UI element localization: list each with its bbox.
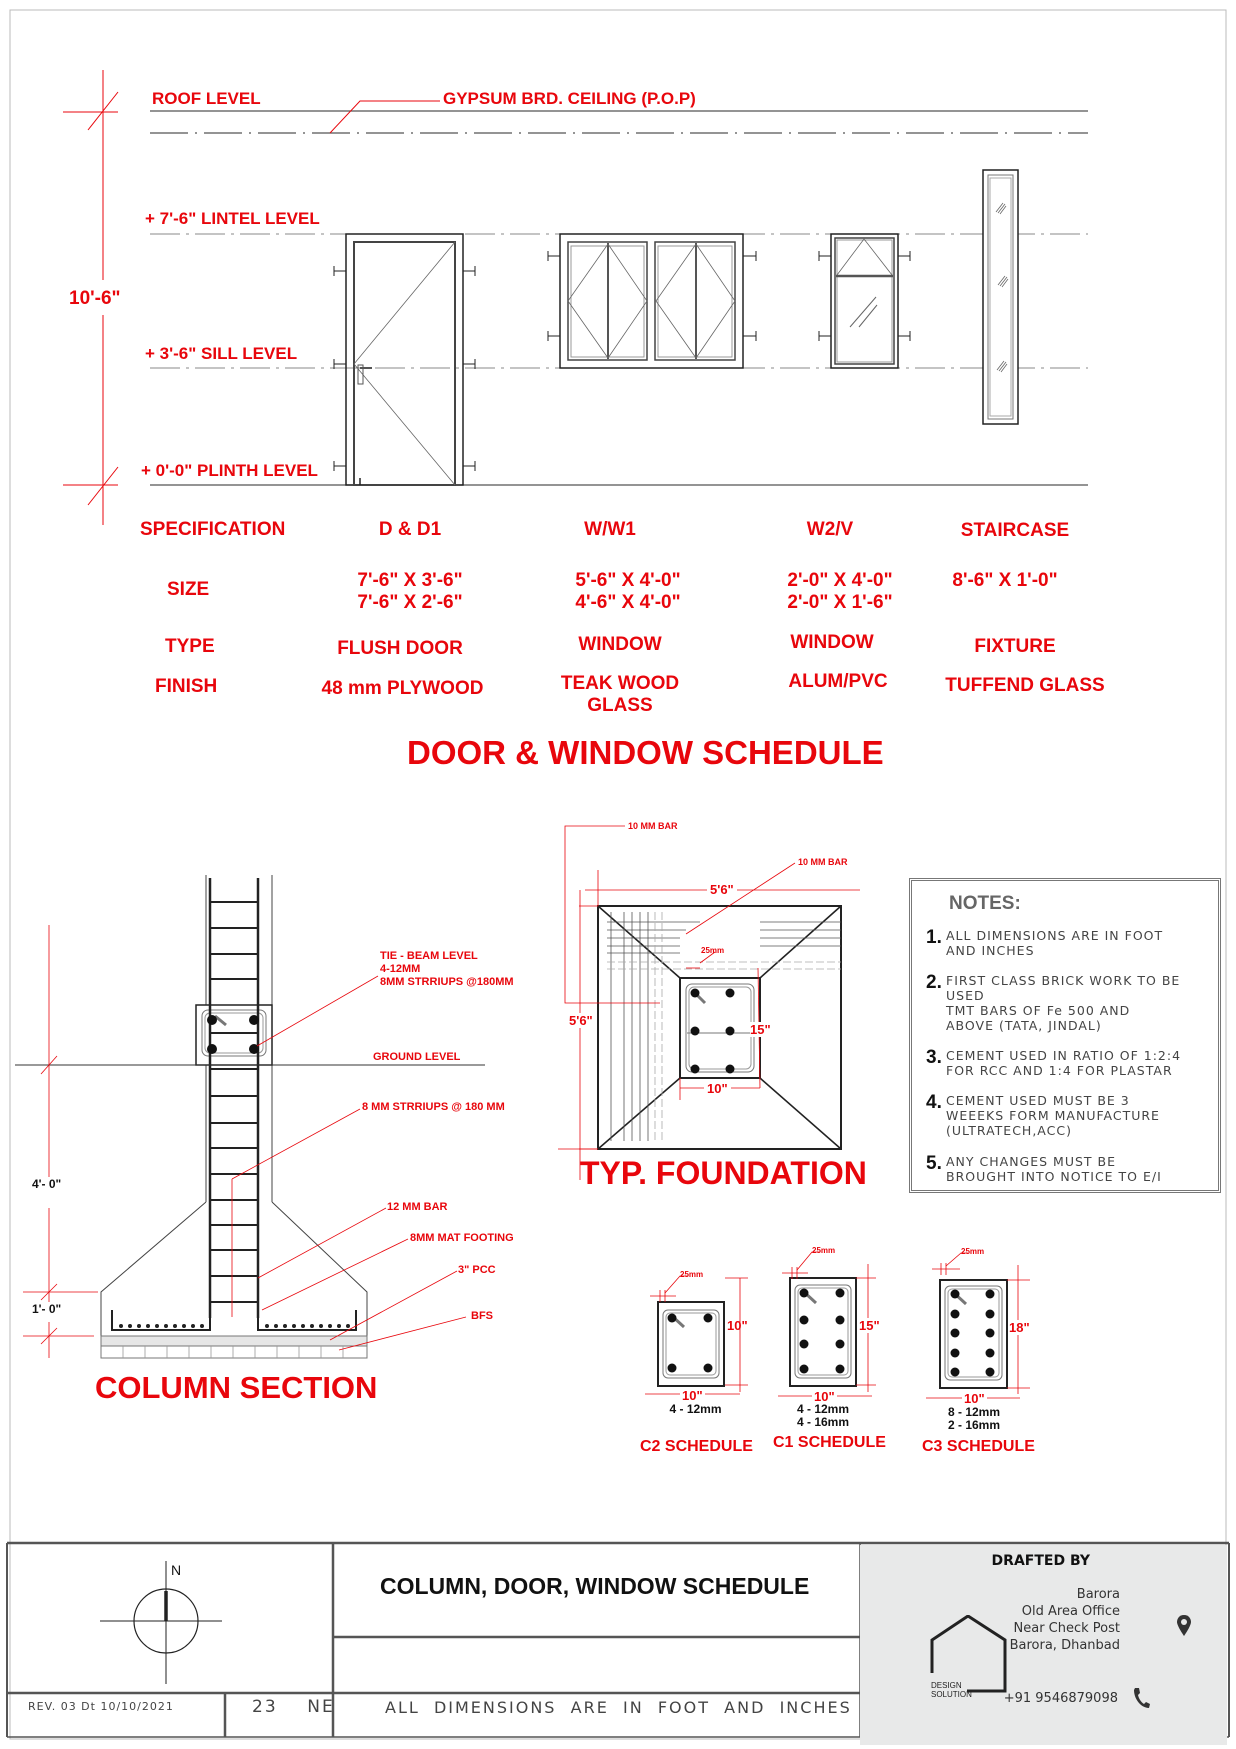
- column-section-title: COLUMN SECTION: [95, 1370, 378, 1405]
- bar-line: 4 - 16mm: [796, 1415, 850, 1429]
- spec-w-w1: W/W1: [584, 519, 636, 540]
- finish-w-w1: [540, 673, 700, 717]
- revision-info: REV. 03 Dt 10/10/2021: [28, 1700, 174, 1713]
- c2-width: 10": [682, 1388, 703, 1403]
- bfs-label: BFS: [471, 1310, 493, 1322]
- size-w2-v: [760, 570, 920, 614]
- logo-line: DESIGN: [931, 1681, 962, 1690]
- drafted-by-label: DRAFTED BY: [991, 1553, 1090, 1569]
- north-label: N: [171, 1562, 182, 1578]
- dimension-note: ALL DIMENSIONS ARE IN FOOT AND INCHES: [385, 1698, 852, 1717]
- tie-beam-line: 8MM STRRIUPS @180MM: [380, 976, 514, 988]
- spec-w2-v: W2/V: [806, 519, 854, 540]
- phone-number: +91 9546879098: [1003, 1691, 1118, 1706]
- address-line: Barora, Dhanbad: [1009, 1638, 1120, 1653]
- ceiling-label: GYPSUM BRD. CEILING (P.O.P): [443, 89, 696, 108]
- foundation-plan-drawing: [598, 906, 841, 1149]
- foundation-height-dim: 5'6": [569, 1013, 593, 1028]
- finish-line: GLASS: [587, 695, 653, 716]
- row-label-finish: FINISH: [155, 676, 218, 697]
- note-item: [926, 928, 1206, 958]
- door-window-schedule-title: DOOR & WINDOW SCHEDULE: [407, 734, 884, 771]
- notes-title: NOTES:: [949, 893, 1021, 914]
- spec-d-d1: D & D1: [378, 519, 442, 540]
- finish-w2-v: ALUM/PVC: [788, 671, 888, 692]
- door-elevation: [334, 234, 475, 485]
- c2-depth: 10": [727, 1318, 748, 1333]
- c1-schedule-drawing: [790, 1278, 856, 1386]
- logo-line: SOLUTION: [931, 1690, 972, 1699]
- address-block: [950, 1586, 1120, 1654]
- note-number: 3.: [926, 1047, 942, 1068]
- column-section-leaders: [23, 925, 466, 1358]
- lintel-level-label: + 7'-6" LINTEL LEVEL: [145, 209, 320, 228]
- bar-label: 12 MM BAR: [387, 1201, 448, 1213]
- spec-staircase: STAIRCASE: [960, 520, 1070, 541]
- size-line: 8'-6" X 1'-0": [952, 570, 1058, 591]
- note-text: ANY CHANGES MUST BE BROUGHT INTO NOTICE TO E/I: [946, 1154, 1162, 1184]
- c2-cover: 25mm: [680, 1270, 704, 1279]
- plinth-level-label: + 0'-0" PLINTH LEVEL: [141, 461, 318, 480]
- pcc-label: 3" PCC: [458, 1264, 496, 1276]
- mat-bars: [119, 1324, 350, 1328]
- staircase-fixture-elevation: [983, 170, 1018, 424]
- sheet-border: [10, 10, 1226, 1739]
- c2-schedule-title: C2 SCHEDULE: [640, 1438, 753, 1455]
- note-item: [926, 1093, 1206, 1138]
- foundation-width-dim: 5'6": [707, 882, 737, 897]
- foundation-title: TYP. FOUNDATION: [580, 1155, 867, 1191]
- note-item: [926, 1154, 1206, 1184]
- note-number: 4.: [926, 1092, 942, 1113]
- note-item: [926, 1048, 1206, 1078]
- bar-label-1: 10 MM BAR: [628, 821, 678, 831]
- dim-4ft: 4'- 0": [32, 1177, 62, 1191]
- size-line: 2'-0" X 1'-6": [787, 592, 893, 613]
- note-text: FIRST CLASS BRICK WORK TO BE USED TMT BARS OF Fe 500 AND ABOVE (TATA, JINDAL): [946, 973, 1181, 1033]
- bar-line: 8 - 12mm: [947, 1405, 1001, 1419]
- c1-cover: 25mm: [812, 1246, 836, 1255]
- cover-label: 25mm: [701, 946, 725, 955]
- c3-schedule-title: C3 SCHEDULE: [922, 1438, 1035, 1455]
- sill-level-label: + 3'-6" SILL LEVEL: [145, 344, 298, 363]
- window-w-elevation: [548, 234, 756, 368]
- window-w2-elevation: [819, 234, 910, 368]
- note-item: [926, 973, 1206, 1033]
- address-line: Near Check Post: [1013, 1621, 1120, 1636]
- size-line: 7'-6" X 3'-6": [357, 570, 463, 591]
- note-number: 5.: [926, 1153, 942, 1174]
- north-arrow-icon: [100, 1561, 222, 1684]
- note-number: 1.: [926, 927, 942, 948]
- c1-bars: [790, 1403, 856, 1429]
- column-height-dim: 15": [750, 1022, 771, 1037]
- size-line: 7'-6" X 2'-6": [357, 592, 463, 613]
- column-section-drawing: [15, 875, 485, 1358]
- c1-depth: 15": [859, 1318, 880, 1333]
- row-label-type: TYPE: [165, 636, 215, 657]
- tie-beam-label: [380, 950, 514, 989]
- finish-line: TEAK WOOD: [560, 673, 680, 694]
- finish-staircase: TUFFEND GLASS: [945, 675, 1105, 696]
- type-w-w1: WINDOW: [578, 634, 662, 655]
- ground-level-label: GROUND LEVEL: [373, 1051, 461, 1063]
- c1-width: 10": [814, 1389, 835, 1404]
- size-d-d1: [310, 570, 510, 614]
- overall-height-dimension: 10'-6": [69, 286, 121, 312]
- row-label-size: SIZE: [167, 579, 210, 600]
- type-w2-v: WINDOW: [790, 632, 874, 653]
- phone-icon: [1131, 1686, 1151, 1710]
- size-staircase: [930, 570, 1080, 592]
- bar-line: 4 - 12mm: [796, 1402, 850, 1416]
- size-line: 2'-0" X 4'-0": [787, 570, 893, 591]
- size-line: 5'-6" X 4'-0": [575, 570, 681, 591]
- roof-level-label: ROOF LEVEL: [152, 89, 261, 108]
- type-staircase: FIXTURE: [974, 636, 1056, 657]
- size-w-w1: [548, 570, 708, 614]
- sheet-number: 23 NE: [252, 1697, 335, 1717]
- note-text: CEMENT USED IN RATIO OF 1:2:4 FOR RCC AND 1:4 FOR PLASTAR: [946, 1048, 1182, 1078]
- bfs-grid: [123, 1346, 343, 1358]
- c3-schedule-drawing: [940, 1280, 1007, 1388]
- bar-line: 2 - 16mm: [947, 1418, 1001, 1432]
- finish-d-d1: 48 mm PLYWOOD: [321, 678, 484, 699]
- type-d-d1: FLUSH DOOR: [337, 638, 463, 659]
- c1-schedule-title: C1 SCHEDULE: [773, 1434, 886, 1451]
- row-label-specification: SPECIFICATION: [140, 519, 286, 540]
- tie-beam-line: TIE - BEAM LEVEL: [380, 950, 478, 962]
- address-line: Old Area Office: [1021, 1604, 1120, 1619]
- location-pin-icon: [1176, 1614, 1192, 1638]
- column-width-dim: 10": [704, 1081, 731, 1096]
- bar-label-2: 10 MM BAR: [798, 857, 848, 867]
- note-text: CEMENT USED MUST BE 3 WEEEKS FORM MANUFACTURE (ULTRATECH,ACC): [946, 1093, 1160, 1138]
- elevation-lines: [150, 111, 1088, 485]
- mat-footing-label: 8MM MAT FOOTING: [410, 1232, 514, 1244]
- notes-panel: [909, 878, 1221, 1193]
- stirrups-label: 8 MM STRRIUPS @ 180 MM: [362, 1101, 505, 1113]
- ceiling-leader: [330, 101, 440, 133]
- drafted-by-panel: [860, 1545, 1227, 1745]
- drawing-title: COLUMN, DOOR, WINDOW SCHEDULE: [380, 1573, 810, 1599]
- size-line: 4'-6" X 4'-0": [575, 592, 681, 613]
- c2-schedule-drawing: [658, 1302, 724, 1386]
- note-text: ALL DIMENSIONS ARE IN FOOT AND INCHES: [946, 928, 1164, 958]
- tie-beam-line: 4-12MM: [380, 963, 421, 975]
- c3-depth: 18": [1009, 1320, 1030, 1335]
- c2-bars: 4 - 12mm: [669, 1402, 722, 1416]
- c3-bars: [941, 1406, 1007, 1432]
- c3-width: 10": [964, 1391, 985, 1406]
- address-line: Barora: [1076, 1587, 1120, 1602]
- dim-1ft: 1'- 0": [32, 1302, 62, 1316]
- c3-cover: 25mm: [961, 1247, 985, 1256]
- note-number: 2.: [926, 972, 942, 993]
